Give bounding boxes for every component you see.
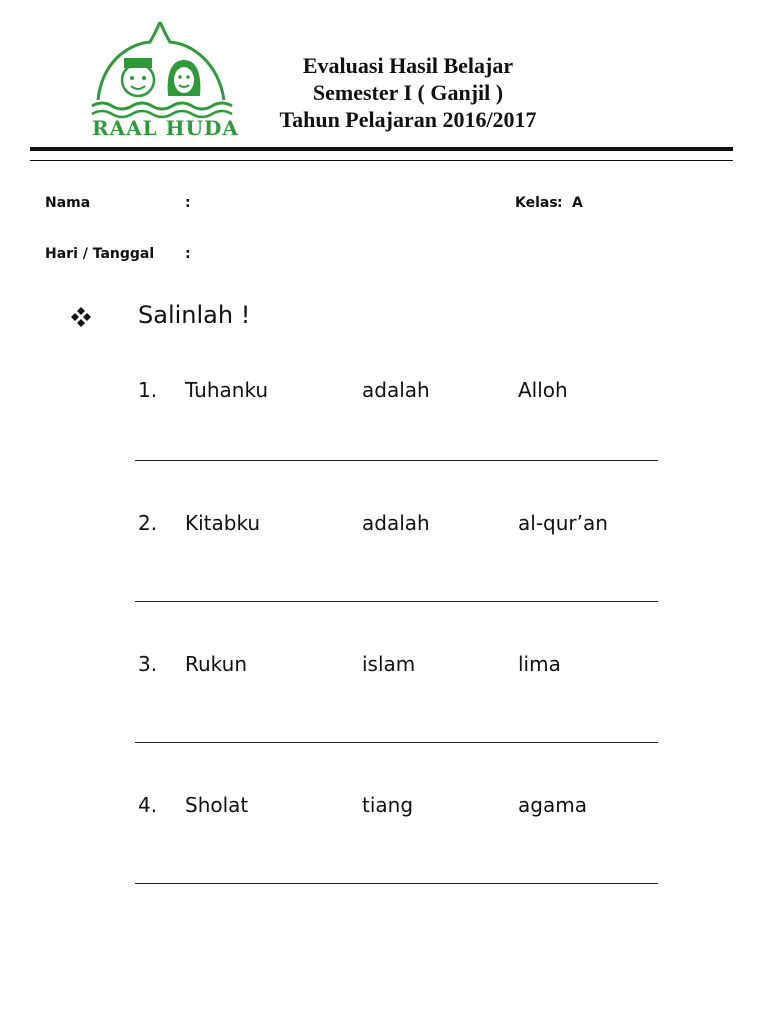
- kelas-colon: :: [557, 195, 563, 211]
- hari-tanggal-colon: :: [185, 246, 191, 262]
- list-item: [0, 511, 768, 641]
- list-item: [0, 652, 768, 782]
- item-word-1: Rukun: [185, 652, 247, 676]
- section-title: Salinlah !: [138, 301, 251, 329]
- answer-line: [135, 883, 658, 884]
- item-word-2: tiang: [362, 793, 414, 817]
- logo-text: RAAL HUDA: [92, 116, 239, 140]
- item-number: 3.: [138, 652, 158, 676]
- item-word-3: al-qur’an: [518, 511, 608, 535]
- answer-line: [135, 460, 658, 461]
- document-header: [248, 52, 568, 133]
- item-word-3: agama: [518, 793, 587, 817]
- answer-line: [135, 601, 658, 602]
- nama-colon: :: [185, 195, 191, 211]
- item-number: 4.: [138, 793, 158, 817]
- item-number: 2.: [138, 511, 158, 535]
- header-divider-thin: [30, 160, 733, 161]
- item-word-2: adalah: [362, 511, 430, 535]
- kelas-value: A: [572, 195, 583, 211]
- hari-tanggal-label: Hari / Tanggal: [45, 246, 155, 262]
- item-word-2: islam: [362, 652, 416, 676]
- answer-line: [135, 742, 658, 743]
- list-item: [0, 793, 768, 923]
- nama-label: Nama: [45, 195, 91, 211]
- item-word-1: Kitabku: [185, 511, 261, 535]
- header-divider-thick: [30, 147, 733, 151]
- item-word-2: adalah: [362, 378, 430, 402]
- item-word-3: Alloh: [518, 378, 568, 402]
- item-number: 1.: [138, 378, 158, 402]
- header-year: Tahun Pelajaran 2016/2017: [279, 107, 537, 132]
- item-word-3: lima: [518, 652, 561, 676]
- item-word-1: Tuhanku: [185, 378, 269, 402]
- section-bullet: [70, 300, 92, 334]
- list-item: [0, 378, 768, 508]
- four-diamond-bullet-icon: [70, 306, 92, 328]
- header-semester: Semester I ( Ganjil ): [312, 80, 504, 105]
- kelas-label: Kelas: [515, 195, 558, 211]
- header-title: Evaluasi Hasil Belajar: [302, 53, 514, 78]
- item-word-1: Sholat: [185, 793, 249, 817]
